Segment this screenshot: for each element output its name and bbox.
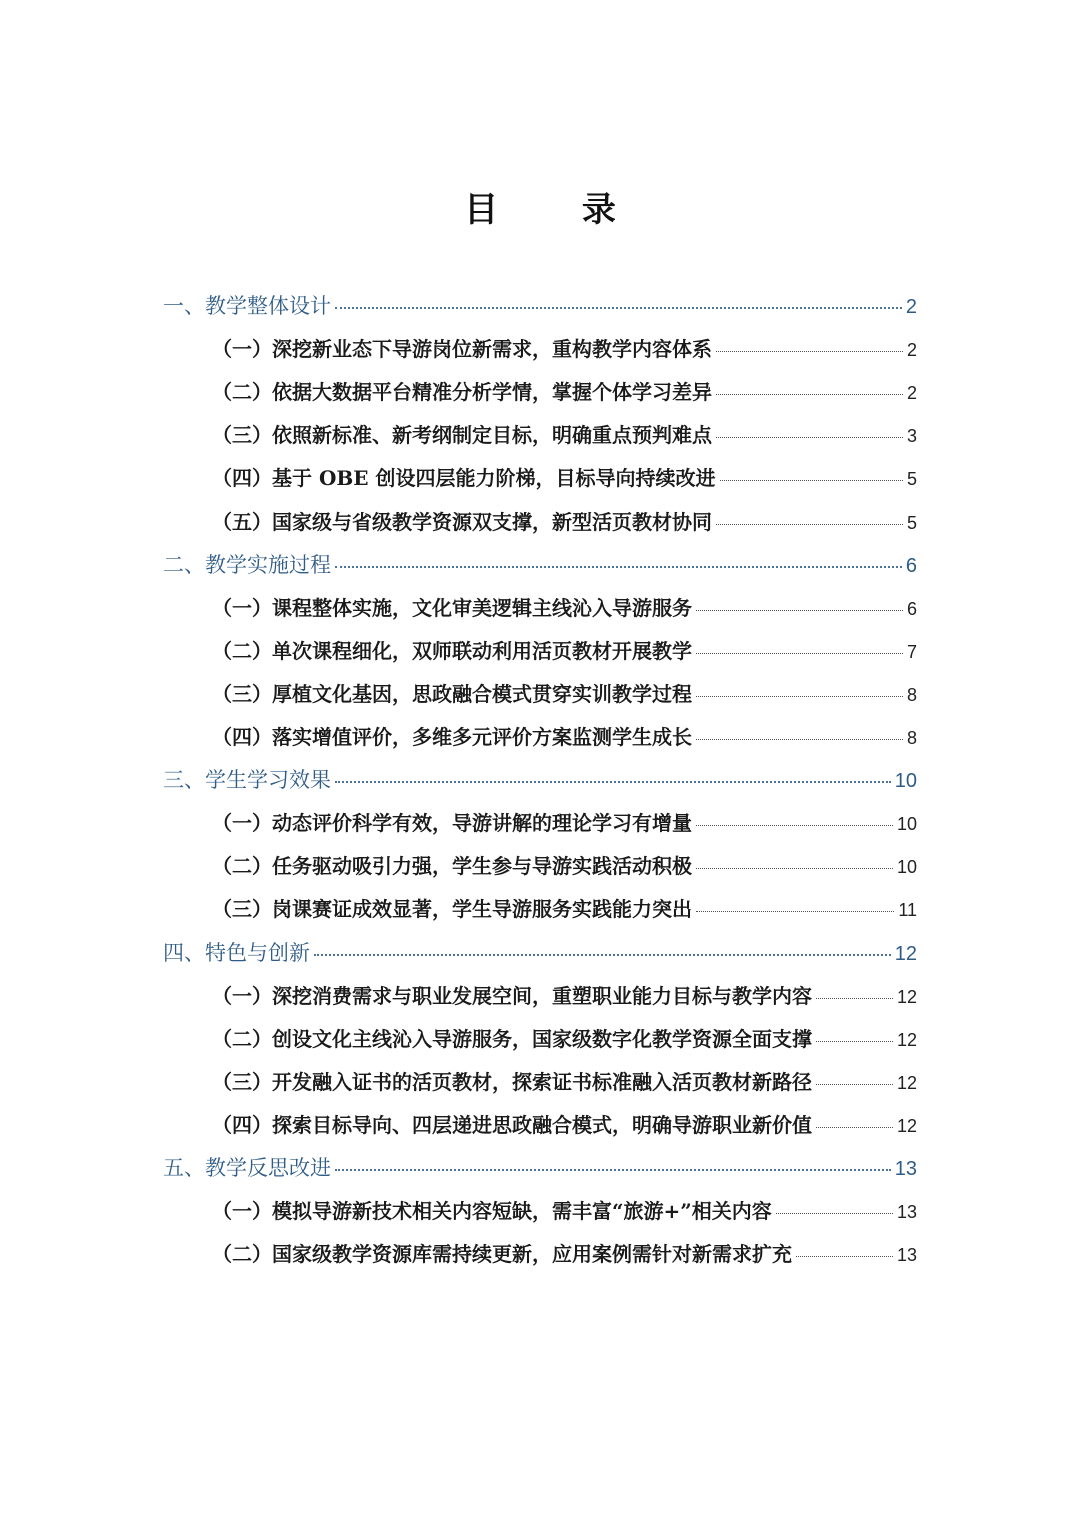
toc-page-number: 12 [894,942,917,965]
toc-subsection-entry[interactable] [212,458,917,498]
dot-leader [816,1082,893,1085]
toc-subsection-entry[interactable] [212,846,917,886]
toc-entry-title: （二）创设文化主线沁入导游服务，国家级数字化教学资源全面支撑 [212,1026,812,1051]
toc-page-number: 10 [894,770,917,793]
toc-page-number: 10 [896,857,917,878]
toc-subsection-entry[interactable] [212,717,917,757]
dot-leader [716,392,903,395]
toc-page-number: 12 [896,1115,917,1136]
toc-entry-title: （二）单次课程细化，双师联动利用活页教材开展教学 [212,638,692,663]
toc-subsection-entry[interactable] [212,1019,917,1059]
toc-entry-title: 四、特色与创新 [163,940,310,965]
toc-subsection-entry[interactable] [212,1062,917,1102]
toc-entry-title: （二）国家级教学资源库需持续更新，应用案例需针对新需求扩充 [212,1242,792,1267]
dot-leader [776,1211,893,1214]
toc-subsection-entry[interactable] [212,502,917,542]
toc-page-number: 12 [896,986,917,1007]
toc-entry-title: （四）基于 OBE 创设四层能力阶梯，目标导向持续改进 [212,466,716,491]
toc-entry-title: 二、教学实施过程 [163,552,331,577]
dot-leader [816,1125,893,1128]
toc-entry-title: （三）厚植文化基因，思政融合模式贯穿实训教学过程 [212,681,692,706]
toc-subsection-entry[interactable] [212,415,917,455]
toc-entry-title: （四）探索目标导向、四层递进思政融合模式，明确导游职业新价值 [212,1112,812,1137]
toc-page-number: 7 [906,641,917,662]
toc-entry-title: （二）依据大数据平台精准分析学情，掌握个体学习差异 [212,380,712,405]
toc-page-number: 8 [906,684,917,705]
dot-leader [816,996,893,999]
toc-page-number: 8 [906,728,917,748]
toc-entry-title: （一）动态评价科学有效，导游讲解的理论学习有增量 [212,811,692,836]
page-title: 目 录 [464,190,652,230]
dot-leader [314,952,891,956]
toc-page-number: 12 [896,1029,917,1050]
toc-subsection-entry[interactable] [212,674,917,714]
dot-leader [335,564,902,568]
toc-subsection-entry[interactable] [212,803,917,843]
toc-subsection-entry[interactable] [212,372,917,412]
toc-subsection-entry[interactable] [212,329,917,369]
toc-page-number: 6 [906,598,917,619]
dot-leader [335,305,902,309]
toc-page-number: 2 [906,340,917,361]
toc-section-entry[interactable] [163,1148,917,1188]
toc-entry-title: （三）开发融入证书的活页教材，探索证书标准融入活页教材新路径 [212,1069,812,1094]
dot-leader [696,737,903,740]
dot-leader [696,651,903,654]
toc-page-number: 13 [894,1158,917,1180]
toc-page-number: 11 [898,900,917,921]
toc-subsection-entry[interactable] [212,588,917,628]
toc-section-entry[interactable] [163,760,917,800]
toc-entry-title: （一）模拟导游新技术相关内容短缺，需丰富“旅游+”相关内容 [212,1199,772,1224]
toc-page-number: 6 [905,554,917,577]
toc-entry-title: 三、学生学习效果 [163,768,331,793]
toc-page-number: 13 [896,1202,917,1223]
toc-page-number: 5 [906,512,917,533]
toc-section-entry[interactable] [163,286,917,326]
toc-entry-title: （一）课程整体实施，文化审美逻辑主线沁入导游服务 [212,595,692,620]
toc-section-entry[interactable] [163,545,917,585]
toc-section-entry[interactable] [163,933,917,973]
toc-page-number: 5 [906,469,917,490]
toc-entry-title: （二）任务驱动吸引力强，学生参与导游实践活动积极 [212,854,692,879]
dot-leader [716,522,903,525]
toc-page-number: 3 [906,426,917,447]
toc-entry-title: （五）国家级与省级教学资源双支撑，新型活页教材协同 [212,509,712,534]
toc-entry-title: 五、教学反思改进 [163,1156,331,1180]
toc-page-number: 13 [896,1245,917,1266]
toc-subsection-entry[interactable] [212,976,917,1016]
dot-leader [796,1254,893,1257]
toc-entry-title: （三）岗课赛证成效显著，学生导游服务实践能力突出 [212,897,692,922]
dot-leader [696,823,893,826]
dot-leader [720,478,903,481]
toc-subsection-entry[interactable] [212,1105,917,1145]
toc-subsection-entry[interactable] [212,1234,917,1274]
dot-leader [716,349,903,352]
toc-subsection-entry[interactable] [212,1191,917,1231]
dot-leader [816,1039,893,1042]
toc-subsection-entry[interactable] [212,889,917,929]
toc-entry-title: （一）深挖新业态下导游岗位新需求，重构教学内容体系 [212,337,712,362]
dot-leader [696,909,894,912]
toc-page-number: 12 [896,1072,917,1093]
toc-entry-title: 一、教学整体设计 [163,294,331,318]
dot-leader [335,779,891,783]
dot-leader [696,866,893,869]
toc-page-number: 2 [906,383,917,404]
toc-subsection-entry[interactable] [212,631,917,671]
dot-leader [696,694,903,697]
toc-page-number: 10 [896,814,917,835]
toc-page-number: 2 [905,296,917,318]
dot-leader [335,1167,891,1171]
dot-leader [716,435,903,438]
toc-entry-title: （四）落实增值评价，多维多元评价方案监测学生成长 [212,725,692,749]
toc-entry-title: （三）依照新标准、新考纲制定目标，明确重点预判难点 [212,423,712,448]
dot-leader [696,608,903,611]
toc-entry-title: （一）深挖消费需求与职业发展空间，重塑职业能力目标与教学内容 [212,983,812,1008]
